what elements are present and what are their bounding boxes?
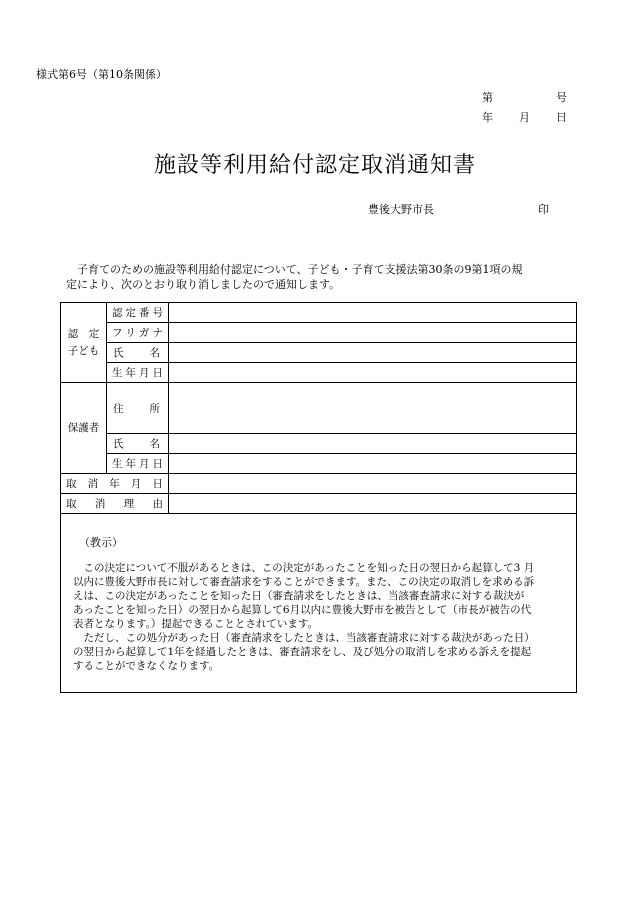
form-number: 様式第6号（第10条関係） — [36, 68, 167, 81]
label-child-birthdate: 生年月日 — [107, 363, 169, 383]
notice-line-1: この決定について不服があるときは、この決定があったことを知った日の翌日から起算して3 月 — [73, 562, 535, 574]
notice-line-2: 以内に豊後大野市長に対して審査請求をすることができます。また、この決定の取消しを求める訴 — [73, 576, 535, 588]
notice-line-3: えは、この決定があったことを知った日（審査請求をしたときは、当該審査請求に対する裁決が — [73, 590, 525, 602]
child-group-line-2: 子ども — [67, 344, 100, 357]
notice-box — [61, 514, 576, 692]
notice-line-5: 表者となります。）提起できることとされています。 — [73, 618, 319, 630]
notice-line-6: ただし、この処分があった日（審査請求をしたときは、当該審査請求に対する裁決があった日） — [73, 632, 535, 644]
label-guardian-name: 氏名 — [107, 434, 169, 454]
notice-heading: （教示） — [79, 536, 123, 549]
notice-line-4: あったことを知った日）の翌日から起算して6月以内に豊後大野市を被告として（市長が被告の代 — [73, 604, 532, 616]
notice-cell — [61, 514, 577, 693]
label-cancel-reason: 取消理由 — [61, 494, 169, 514]
certification-table — [60, 302, 577, 693]
date-month: 月 — [519, 111, 530, 124]
intro-paragraph — [66, 262, 576, 292]
issuer-name: 豊後大野市長 — [368, 203, 434, 216]
date-year: 年 — [482, 111, 493, 124]
field-certification-number[interactable] — [169, 303, 577, 323]
child-group-line-1: 認 定 — [67, 327, 100, 340]
document-title: 施設等利用給付認定取消通知書 — [153, 153, 476, 178]
field-guardian-name[interactable] — [169, 434, 577, 454]
date-day: 日 — [556, 111, 567, 124]
label-address: 住所 — [107, 383, 169, 434]
label-guardian-birthdate: 生年月日 — [107, 454, 169, 474]
intro-line-1: 子育てのための施設等利用給付認定について、子ども・子育て支援法第30条の9第1項の規 — [77, 263, 523, 276]
field-child-name[interactable] — [169, 343, 577, 363]
intro-line-2: 定により、次のとおり取り消しましたので通知します。 — [66, 278, 341, 291]
field-cancel-reason[interactable] — [169, 494, 577, 514]
field-cancel-date[interactable] — [169, 474, 577, 494]
number-suffix: 号 — [556, 91, 567, 104]
field-child-birthdate[interactable] — [169, 363, 577, 383]
seal-mark: 印 — [538, 203, 549, 216]
label-certification-number: 認定番号 — [107, 303, 169, 323]
field-guardian-birthdate[interactable] — [169, 454, 577, 474]
number-prefix: 第 — [482, 91, 493, 104]
child-group-label — [61, 303, 107, 383]
label-cancel-date: 取消年月日 — [61, 474, 169, 494]
notice-line-8: することができなくなります。 — [73, 660, 220, 672]
guardian-group-label: 保護者 — [61, 383, 107, 474]
label-furigana: フリガナ — [107, 323, 169, 343]
label-child-name: 氏名 — [107, 343, 169, 363]
notice-line-7: の翌日から起算して1年を経過したときは、審査請求をし、及び処分の取消しを求める訴えを提起 — [73, 646, 532, 658]
field-furigana[interactable] — [169, 323, 577, 343]
field-address[interactable] — [169, 383, 577, 434]
